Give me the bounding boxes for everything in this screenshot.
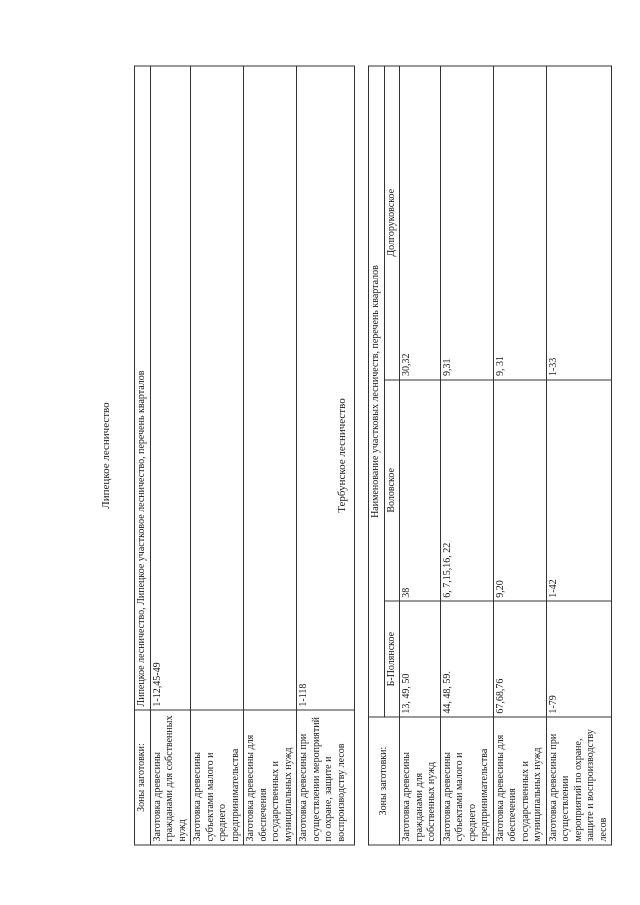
zone-label: Заготовка древесины для обеспечения государственных и муниципальных нужд	[493, 717, 546, 845]
zone-label: Заготовка древесины субъектами малого и среднего предпринимательства	[191, 710, 244, 845]
table-row	[546, 66, 612, 845]
header-b-polyanskoe: Б-Полянское	[384, 601, 400, 717]
zone-label: Заготовка древесины при осуществлении мероприятий по охране, защите и воспроизводству лесов	[297, 710, 355, 845]
cell-dolgorukovskoe: 1-33	[546, 66, 612, 380]
cell-volovskoe: 6, 7,15,16, 22	[440, 379, 493, 601]
zone-label: Заготовка древесины субъектами малого и среднего предпринимательства	[440, 717, 493, 845]
cell-volovskoe: 1-42	[546, 379, 612, 601]
cell-dolgorukovskoe: 9, 31	[493, 66, 546, 380]
header-zones: Зоны заготовки:	[369, 717, 400, 845]
cell-volovskoe: 9,20	[493, 379, 546, 601]
table-row	[440, 66, 493, 845]
cell-b-polyanskoe: 44, 48, 59.	[440, 601, 493, 717]
zone-label: Заготовка древесины при осуществлении мероприятий по охране, защите и воспроизводству лесов	[546, 717, 612, 845]
cell-b-polyanskoe: 1-79	[546, 601, 612, 717]
table-row	[150, 66, 191, 845]
cell-b-polyanskoe: 13, 49, 50	[400, 601, 441, 717]
section-title-lipetsk: Липецкое лесничество	[100, 401, 112, 509]
section-title-terbuny: Тербунское лесничество	[336, 397, 348, 513]
cell-dolgorukovskoe: 30,32	[400, 66, 441, 380]
table-terbuny	[368, 65, 612, 845]
quarters-value: 1-118	[297, 66, 355, 710]
zone-label: Заготовка древесины гражданами для собственных нужд	[400, 717, 441, 845]
header-forestry: Липецкое лесничество, Липецкое участковое лесничество, перечень кварталов	[135, 66, 151, 710]
zone-label: Заготовка древесины для обеспечения государственных и муниципальных нужд	[244, 710, 297, 845]
table-row	[244, 66, 297, 845]
header-zones: Зоны заготовки:	[135, 710, 151, 845]
quarters-value	[191, 66, 244, 710]
header-group: Наименование участковых лесничеств, перечень кварталов	[369, 66, 385, 717]
zone-label: Заготовка древесины гражданами для собственных нужд	[150, 710, 191, 845]
table-lipetsk	[134, 65, 355, 845]
table-row	[400, 66, 441, 845]
cell-b-polyanskoe: 67,68,76	[493, 601, 546, 717]
header-volovskoe: Воловское	[384, 379, 400, 601]
table-row	[191, 66, 244, 845]
quarters-value	[244, 66, 297, 710]
quarters-value: 1-12,45-49	[150, 66, 191, 710]
table-row	[493, 66, 546, 845]
header-dolgorukovskoe: Долгоруковское	[384, 66, 400, 380]
cell-volovskoe: 38	[400, 379, 441, 601]
cell-dolgorukovskoe: 9,31	[440, 66, 493, 380]
